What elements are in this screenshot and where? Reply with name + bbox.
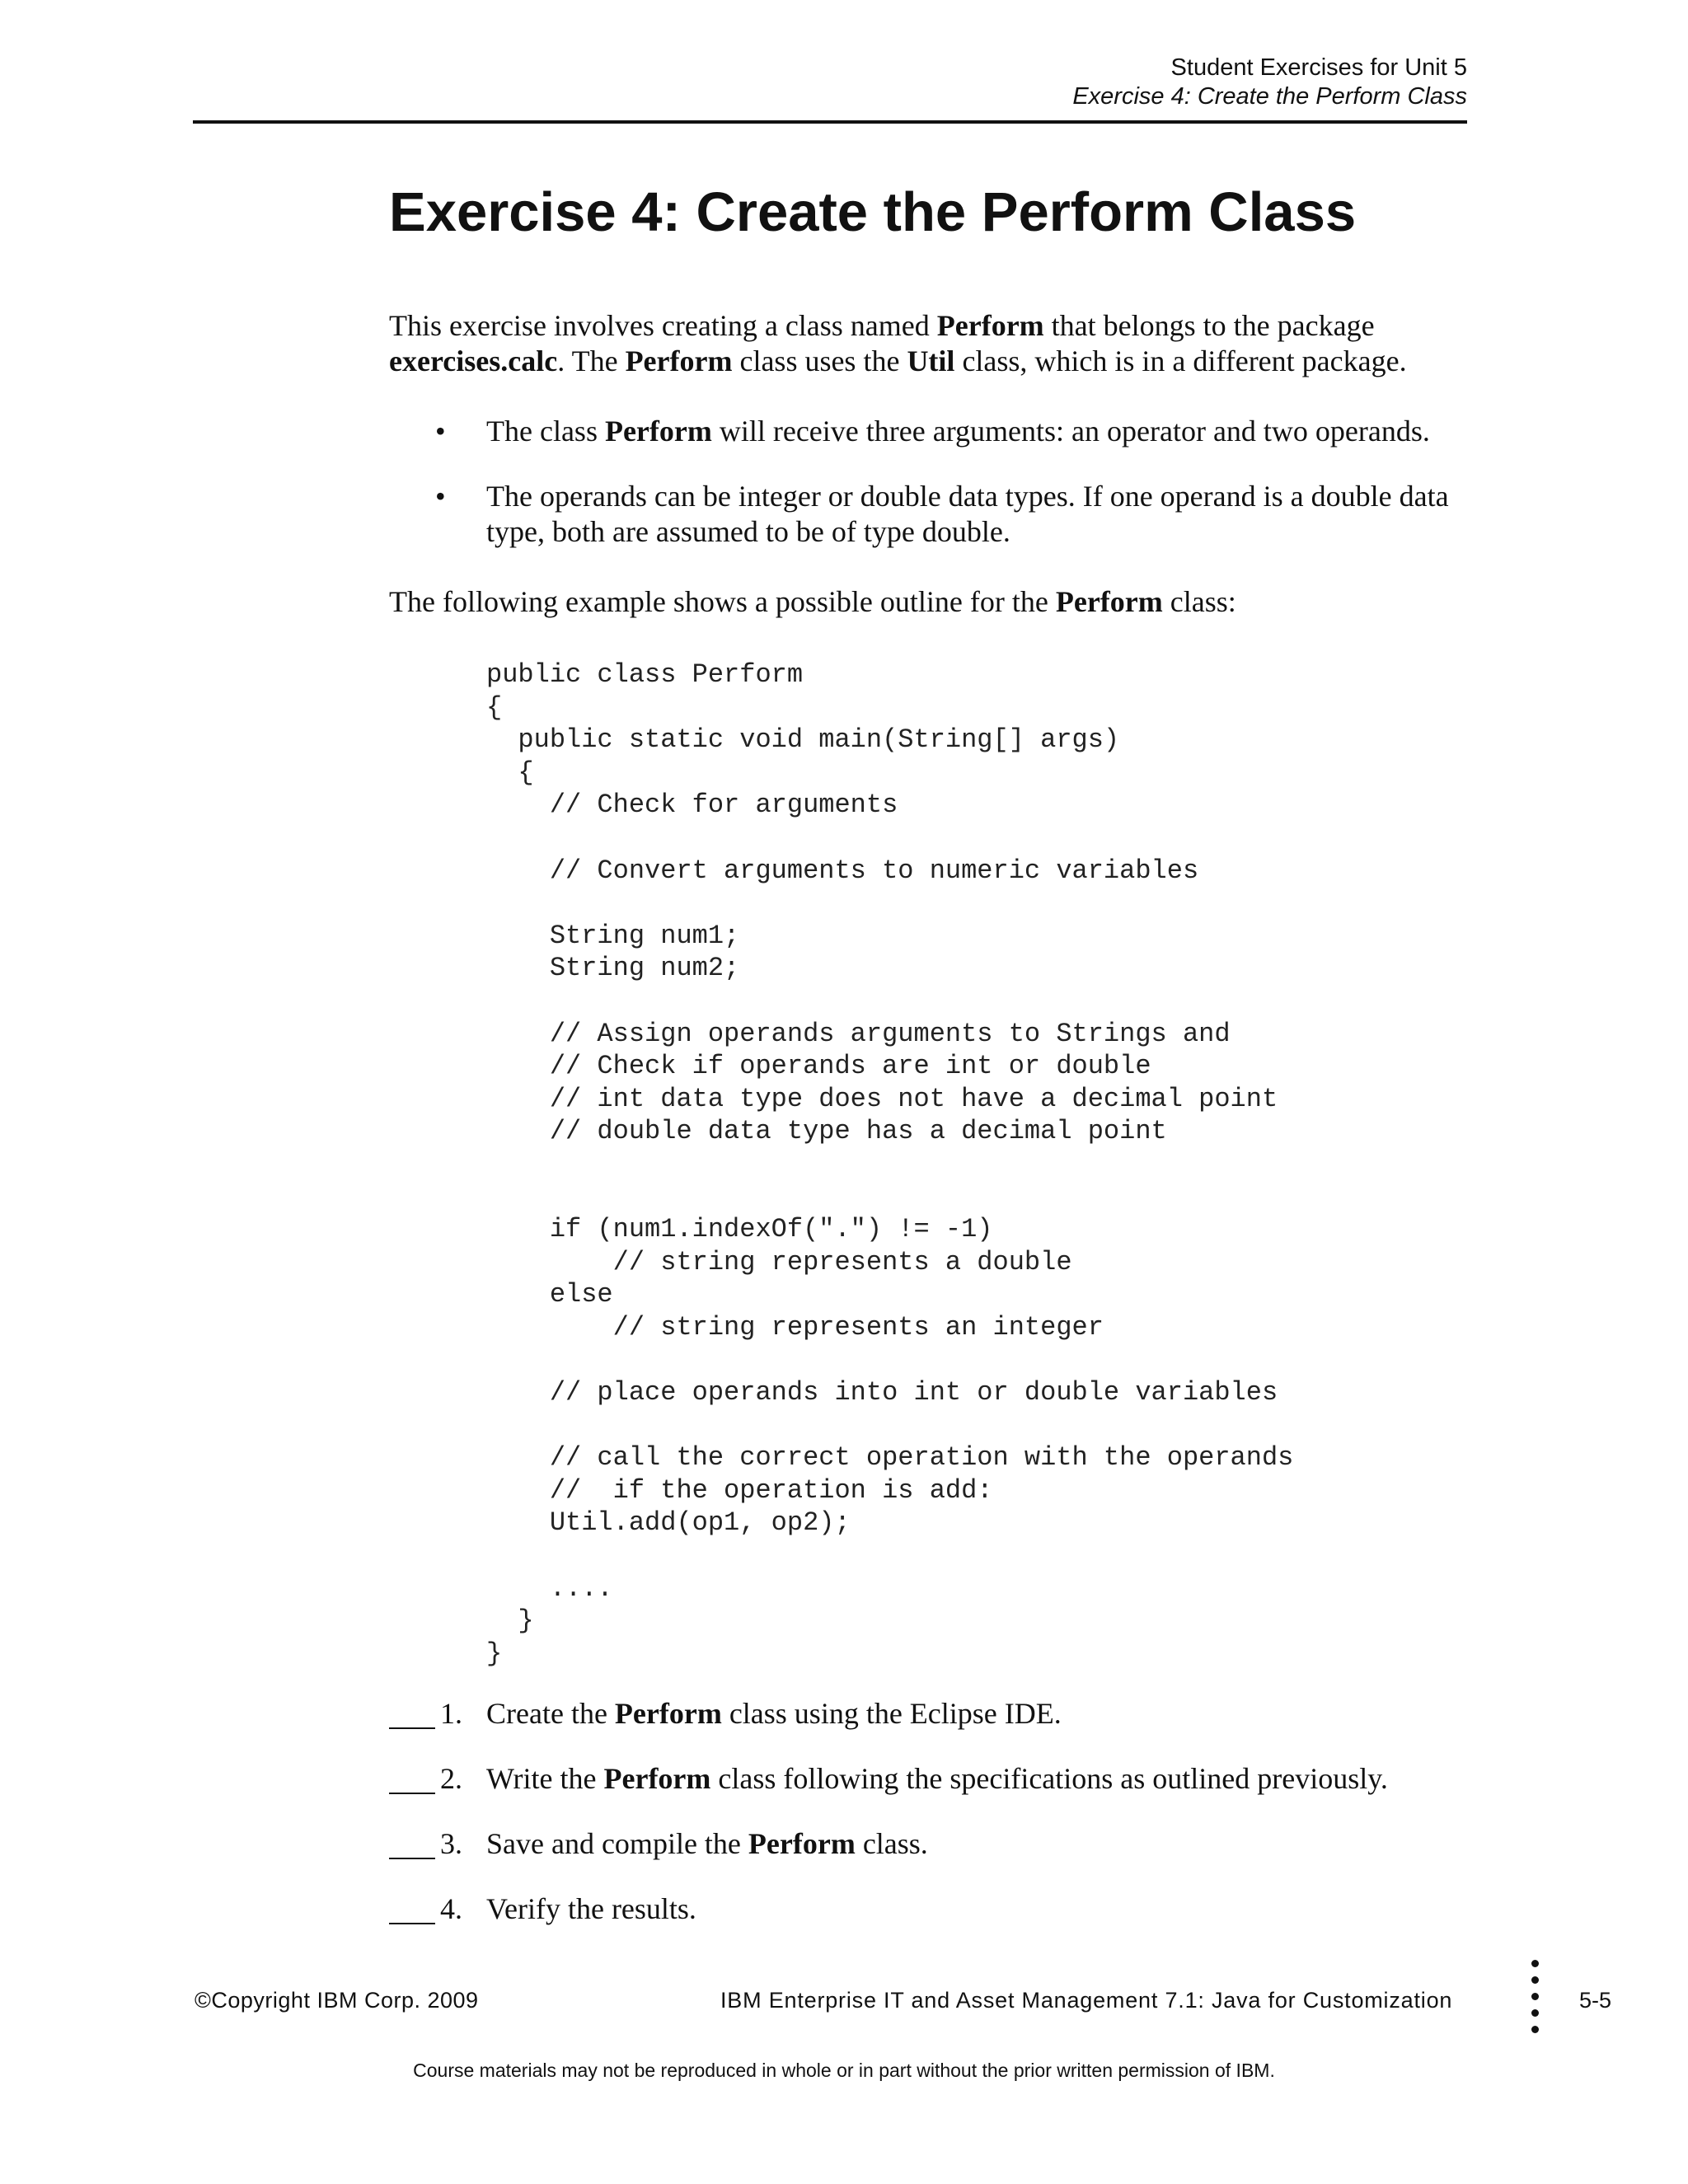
step-text — [486, 1761, 1388, 1797]
step-checkbox-line — [389, 1858, 435, 1859]
step-text-part: class. — [855, 1827, 928, 1860]
bullet-bold: Perform — [604, 415, 712, 448]
step-text — [486, 1826, 928, 1862]
intro-text: class, which is in a different package. — [954, 344, 1407, 377]
step-text — [486, 1696, 1062, 1732]
footer-dot — [1531, 1960, 1539, 1967]
running-header-exercise: Exercise 4: Create the Perform Class — [1072, 83, 1467, 110]
code-lead-paragraph — [389, 584, 1493, 620]
step-text-part: class using the Eclipse IDE. — [721, 1697, 1062, 1730]
step-checkbox-line — [389, 1923, 435, 1924]
step-number: 3. — [440, 1827, 462, 1860]
footer-copyright: ©Copyright IBM Corp. 2009 — [195, 1988, 479, 2013]
intro-bold: Perform — [625, 344, 733, 377]
lead-bold: Perform — [1055, 585, 1163, 618]
intro-bold: Util — [907, 344, 955, 377]
intro-bold: exercises.calc — [389, 344, 558, 377]
step-bold: Perform — [748, 1827, 856, 1860]
intro-text: that belongs to the package — [1043, 309, 1375, 342]
bullet-text: The class — [486, 415, 605, 448]
step-text-part: Save and compile the — [486, 1827, 748, 1860]
intro-paragraph — [389, 308, 1493, 379]
bullet-item — [486, 414, 1492, 449]
step-checkbox-line — [389, 1793, 435, 1794]
page-number: 5-5 — [1579, 1988, 1612, 2013]
bullet-text: The operands can be integer or double data types. If one operand is a double data type, both are assumed to be of type double. — [486, 480, 1449, 548]
bullet-text: will receive three arguments: an operator and two operands. — [711, 415, 1430, 448]
bullet-marker: • — [435, 415, 446, 448]
step-bold: Perform — [614, 1697, 722, 1730]
intro-text: This exercise involves creating a class named — [389, 309, 937, 342]
header-rule — [193, 120, 1467, 124]
lead-text: class: — [1162, 585, 1236, 618]
footer-course-title: IBM Enterprise IT and Asset Management 7.1: Java for Customization — [720, 1988, 1453, 2013]
step-number: 1. — [440, 1697, 462, 1730]
step-checkbox-line — [389, 1727, 435, 1729]
step-number: 4. — [440, 1892, 462, 1925]
intro-bold: Perform — [936, 309, 1044, 342]
footer-dot — [1531, 2026, 1539, 2033]
step-text — [486, 1891, 696, 1927]
footer-dot — [1531, 1993, 1539, 2000]
page-title: Exercise 4: Create the Perform Class — [389, 181, 1357, 243]
footer-notice: Course materials may not be reproduced in whole or in part without the prior written permission of IBM. — [413, 2060, 1275, 2081]
footer-dot — [1531, 1976, 1539, 1984]
footer-dot — [1531, 2009, 1539, 2017]
lead-text: The following example shows a possible outline for the — [389, 585, 1056, 618]
step-text-part: Create the — [486, 1697, 615, 1730]
step-number: 2. — [440, 1762, 462, 1795]
step-text-part: Write the — [486, 1762, 604, 1795]
running-header-unit: Student Exercises for Unit 5 — [1170, 54, 1467, 81]
bullet-item — [486, 479, 1492, 550]
step-bold: Perform — [603, 1762, 711, 1795]
step-text-part: class following the specifications as outlined previously. — [710, 1762, 1388, 1795]
intro-text: . The — [557, 344, 626, 377]
step-text-part: Verify the results. — [486, 1892, 696, 1925]
bullet-marker: • — [435, 480, 446, 513]
code-sample: public class Perform { public static void main(String[] args) { // Check for arguments // Convert arguments to numeric variables String num1; String num2; // Assign operands arguments to Strings and // Check if operands are int or double // int data type does not have a decimal point // double data type has a decimal point if (num1.indexOf(".") != -1) // string represents a double else // string represents an integer // place operands into int or double variables // call the correct operation with the operands // if the operation is add: Util.add(op1, op2); .... } } — [486, 659, 1294, 1669]
intro-text: class uses the — [732, 344, 907, 377]
